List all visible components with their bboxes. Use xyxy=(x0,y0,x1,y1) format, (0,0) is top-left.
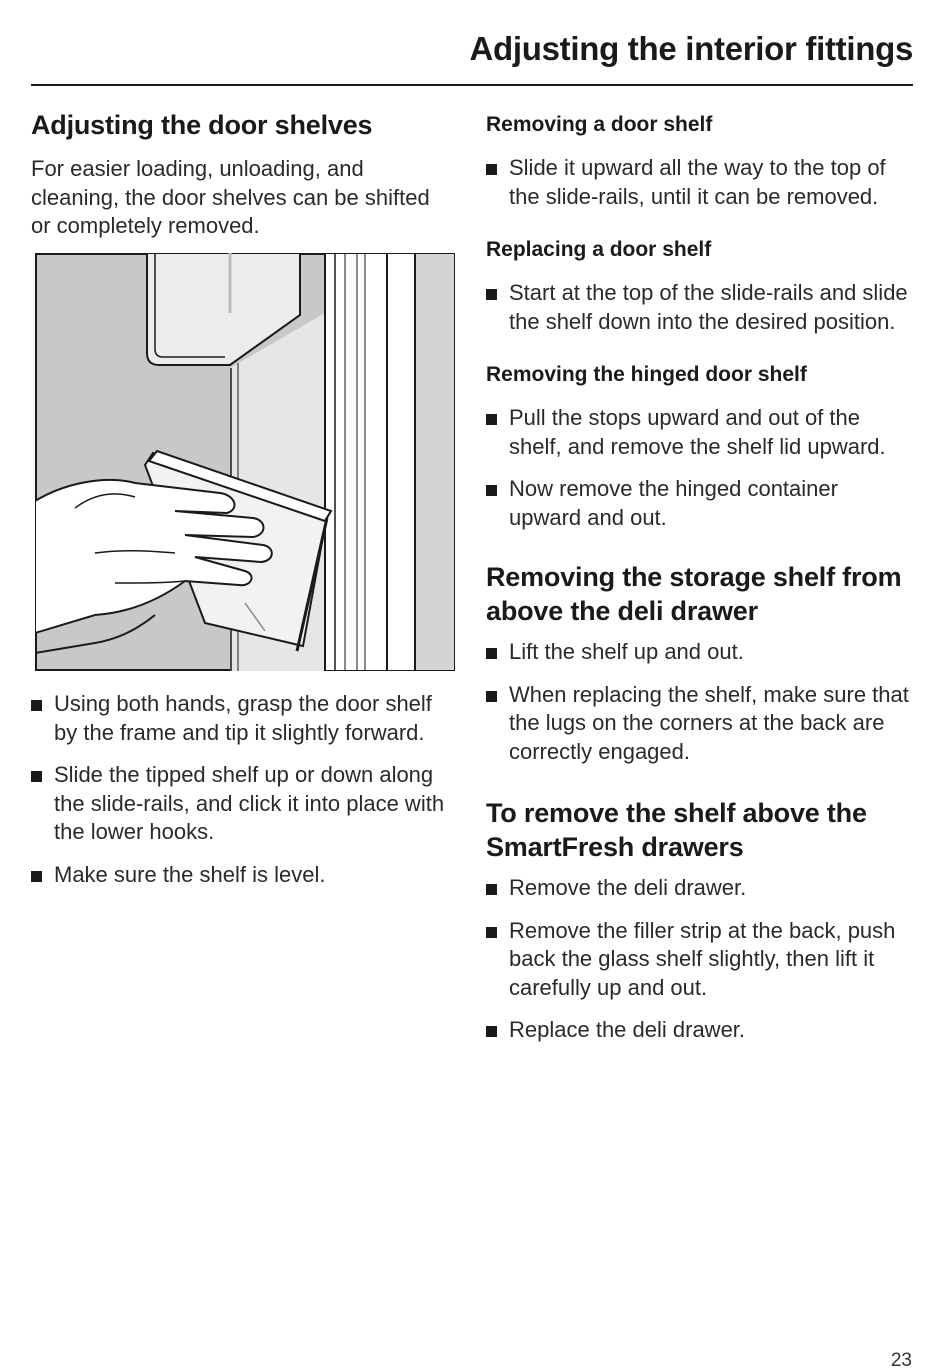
subheading-replacing-door-shelf: Replacing a door shelf xyxy=(486,238,712,261)
list-item: When replacing the shelf, make sure that the lugs on the corners at the back are correctly engaged. xyxy=(486,681,916,767)
square-bullet-icon xyxy=(486,927,497,938)
list-item: Remove the deli drawer. xyxy=(486,874,916,903)
square-bullet-icon xyxy=(486,414,497,425)
list-item: Now remove the hinged container upward and out. xyxy=(486,475,916,532)
list-item: Start at the top of the slide-rails and slide the shelf down into the desired position. xyxy=(486,279,916,336)
subheading-removing-door-shelf: Removing a door shelf xyxy=(486,113,713,136)
section-heading-smartfresh: To remove the shelf above the SmartFresh drawers xyxy=(486,798,867,862)
header-rule xyxy=(31,84,913,86)
page-title: Adjusting the interior fittings xyxy=(469,30,913,67)
list-item: Replace the deli drawer. xyxy=(486,1016,916,1045)
square-bullet-icon xyxy=(486,485,497,496)
left-column xyxy=(31,108,451,241)
section-heading-door-shelves: Adjusting the door shelves xyxy=(31,110,373,140)
square-bullet-icon xyxy=(31,771,42,782)
page-number: 23 xyxy=(890,1350,912,1371)
door-shelf-illustration xyxy=(35,253,455,671)
intro-text: For easier loading, unloading, and cleaning, the door shelves can be shifted or completely removed. xyxy=(31,156,430,238)
list-item: Pull the stops upward and out of the shelf, and remove the shelf lid upward. xyxy=(486,404,916,461)
square-bullet-icon xyxy=(486,1026,497,1037)
square-bullet-icon xyxy=(486,648,497,659)
list-item: Using both hands, grasp the door shelf by the frame and tip it slightly forward. xyxy=(31,690,451,747)
square-bullet-icon xyxy=(31,700,42,711)
square-bullet-icon xyxy=(486,289,497,300)
list-item: Lift the shelf up and out. xyxy=(486,638,916,667)
list-item: Slide the tipped shelf up or down along the slide-rails, and click it into place with the lower hooks. xyxy=(31,761,451,847)
subheading-removing-hinged: Removing the hinged door shelf xyxy=(486,363,807,386)
list-item: Make sure the shelf is level. xyxy=(31,861,451,890)
list-item: Remove the filler strip at the back, push back the glass shelf slightly, then lift it carefully up and out. xyxy=(486,917,916,1003)
square-bullet-icon xyxy=(486,691,497,702)
right-column xyxy=(486,112,916,1045)
list-item: Slide it upward all the way to the top of the slide-rails, until it can be removed. xyxy=(486,154,916,211)
square-bullet-icon xyxy=(31,871,42,882)
left-bullets xyxy=(31,690,451,889)
square-bullet-icon xyxy=(486,164,497,175)
section-heading-storage-shelf: Removing the storage shelf from above the deli drawer xyxy=(486,562,902,626)
square-bullet-icon xyxy=(486,884,497,895)
